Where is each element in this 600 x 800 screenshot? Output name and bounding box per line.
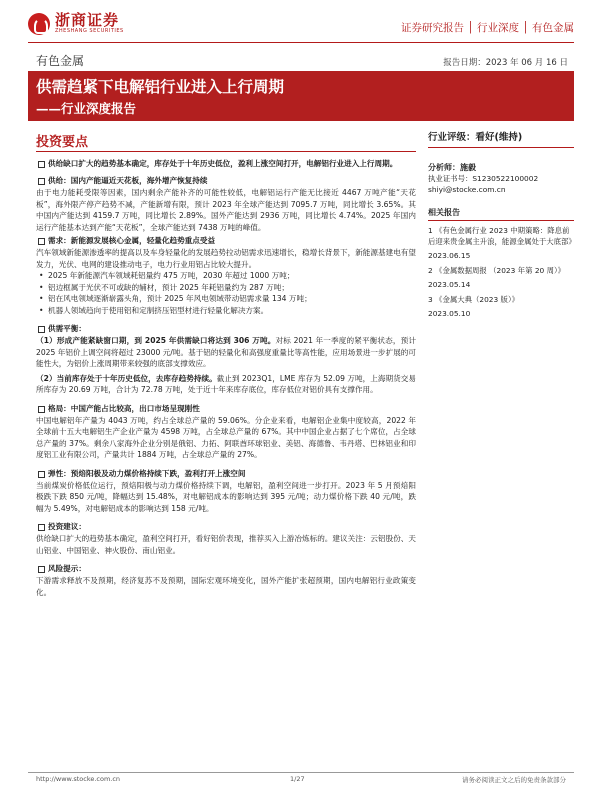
balance-p2-head: （2）当前库存处于十年历史低位，去库存趋势持续。 [36,373,217,383]
page-subtitle: ——行业深度报告 [36,101,137,116]
report-type-links: 证券研究报告 │ 行业深度 │ 有色金属 [401,22,574,34]
related-reports-heading: 相关报告 [428,207,574,221]
analyst-name: 分析师：施毅 [428,163,476,172]
invest-highlights-heading: 投资要点 [36,135,89,150]
logo-cn: 浙商证券 [55,11,120,29]
header-divider [28,42,574,43]
elasticity-text: 当前煤炭价格低位运行，预焙阳极与动力煤价格持续下调，电解铝，盈利空间进一步打开。2023 年 5 月预焙阳极跌下跌 850 元/吨，降幅达到 15.48%，对电解铝成本的影响达到 395 元/吨；动力煤价格下跌 40 元/吨，跌幅为 5.49%，对电解铝成本的影响达到 158 元/吨。 [36,480,416,513]
balance-p1-head: （1）形成产能紧缺窗口期，到 2025 年供需缺口将达到 306 万吨。 [36,336,276,345]
logo-icon [28,13,50,35]
block-demand [36,235,416,316]
balance-p2-text: 截止到 2023Q1，LME 库存为 52.09 万吨，上海期货交易所库存为 20.69 万吨，合计为 72.78 万吨，处于近十年来库存底位，库存低位对铝价具有支撑作用。 [36,373,417,394]
analyst-cert: 执业证书号：S1230522100002 [428,174,539,183]
page-title: 供需趋紧下电解铝行业进入上行周期 [36,78,285,96]
list-item: • 机器人领域趋向于使用铝和定制挤压铝型材进行轻量化解决方案。 [36,305,416,317]
risk-text: 下游需求释放不及预期，经济复苏不及预期，国际宏观环境变化，国外产能扩张超预期，国内电解铝行业政策变化。 [36,576,416,597]
footer-url[interactable]: http://www.stocke.com.cn [36,775,121,783]
related-report-date: 2023.05.14 [428,280,471,289]
advice-text: 供给缺口扩大的趋势基本确定，盈利空间打开，看好铝价表现，推荐买入上游冶炼标的。建议关注：云铝股份、天山铝业、中国铝业、神火股份、南山铝业。 [36,534,416,555]
summary-heading: 供给缺口扩大的趋势基本确定，库存处于十年历史低位，盈利上涨空间打开，电解铝行业进入上行周期。 [36,158,416,170]
related-report-title[interactable]: 3 《金属大典（2023 版）》 [428,295,520,304]
elasticity-heading: 弹性：预焙阳极及动力煤价格持续下跌，盈利打开上涨空间 [36,468,416,480]
demand-heading: 需求：新能源发展核心金属，轻量化趋势重点受益 [36,235,416,247]
block-supply [36,175,416,233]
analyst-email[interactable]: shiyi@stocke.com.cn [428,185,506,194]
balance-p1 [36,335,416,370]
advice-heading: 投资建议： [36,521,416,533]
balance-heading: 供需平衡： [36,323,416,335]
invest-divider [36,151,416,152]
related-report-1[interactable] [428,225,574,261]
block-summary [36,158,416,170]
risk-heading: 风险提示： [36,563,416,575]
balance-p1-text: 对标 2021 年一季度的紧平衡状态，预计 2025 年铝价上调空间将超过 23000 元/吨。基于铝的轻量化和高强度重量比等高性能，应用场景进一步扩展的可能性大，为铝价上涨周期带来较强的底部支撑效应。 [36,336,417,368]
main-content [36,156,416,598]
related-report-date: 2023.06.15 [428,251,471,260]
report-date: 报告日期：2023 年 06 月 16 日 [443,58,568,68]
block-advice [36,521,416,556]
balance-p2 [36,373,416,396]
block-structure [36,403,416,461]
list-item: • 铝边框属于光伏不可或缺的辅材，预计 2025 年耗铝量约为 287 万吨； [36,282,416,294]
list-item: • 铝在风电领域逐渐崭露头角，预计 2025 年风电领域带动铝需求量 134 万吨； [36,293,416,305]
block-balance [36,323,416,396]
page-number: 1/27 [290,775,305,783]
section-name: 有色金属 [36,54,85,68]
related-report-title[interactable]: 2 《金属数据周报 （2023 年第 20 周）》 [428,266,566,275]
related-report-3[interactable] [428,294,574,319]
company-logo [28,12,124,35]
supply-text: 由于电力能耗受限等因素，国内剩余产能补齐的可能性较低，电解铝运行产能无比接近 4467 万吨产能“天花板”，海外限产停产趋势不减，产能新增有限，预计 2023 年全球产能达到 7095.7 万吨，同比增长 3.65%。其中国内产能达到 4159.7 万吨，同比增长 2.89%。国外产能达到 2936 万吨，同比增长 4.74%。2025 年国内运行产能基本达到产能“天花板”，全球产能达到 7438 万吨的峰值。 [36,188,416,232]
logo-en: ZHESHANG SECURITIES [55,28,124,34]
block-elasticity [36,468,416,515]
related-report-date: 2023.05.10 [428,309,471,318]
structure-text: 中国电解铝年产量为 4043 万吨，约占全球总产量的 59.06%。分企业来看，电解铝企业集中度较高，2022 年全球前十五大电解铝生产企业产量为 4598 万吨，占全球总产量的 67%。其中中国企业占据了七个席位，占全球总产量的 37%。剩余八家海外企业分别是俄铝、力拓、阿联酋环球铝业、美铝、海德鲁、韦丹塔、巴林铝业和印度铝工业有限公司，产量共计 1884 万吨，占全球总产量的 27%。 [36,415,416,459]
supply-heading: 供给：国内产能逼近天花板，海外增产恢复持续 [36,175,416,187]
related-report-title[interactable]: 1 《有色金属行业 2023 中期策略：降息前后迎来贵金属主升浪，能源金属处于大底部》 [428,226,576,246]
sidebar [428,132,574,319]
title-banner [28,71,574,121]
demand-bullets [36,270,416,316]
related-report-2[interactable] [428,265,574,290]
structure-heading: 格局：中国产能占比较高，出口市场呈现刚性 [36,403,416,415]
block-risk [36,563,416,598]
list-item: • 2025 年新能源汽车领域耗铝量约 475 万吨，2030 年超过 1000 万吨； [36,270,416,282]
footer-disclaimer: 请务必阅读正文之后的免责条款部分 [462,776,566,784]
demand-text: 汽车领域新能源渗透率的提高以及车身轻量化的发展趋势拉动铝需求迅速增长，稳增长背景下，新能源基建电有望发力，光伏、电网的建设推动电子，电力行业用铝占比较大提升。 [36,248,416,269]
footer-divider [28,772,574,773]
analyst-info [428,162,574,195]
industry-rating: 行业评级：看好(维持) [428,132,574,148]
